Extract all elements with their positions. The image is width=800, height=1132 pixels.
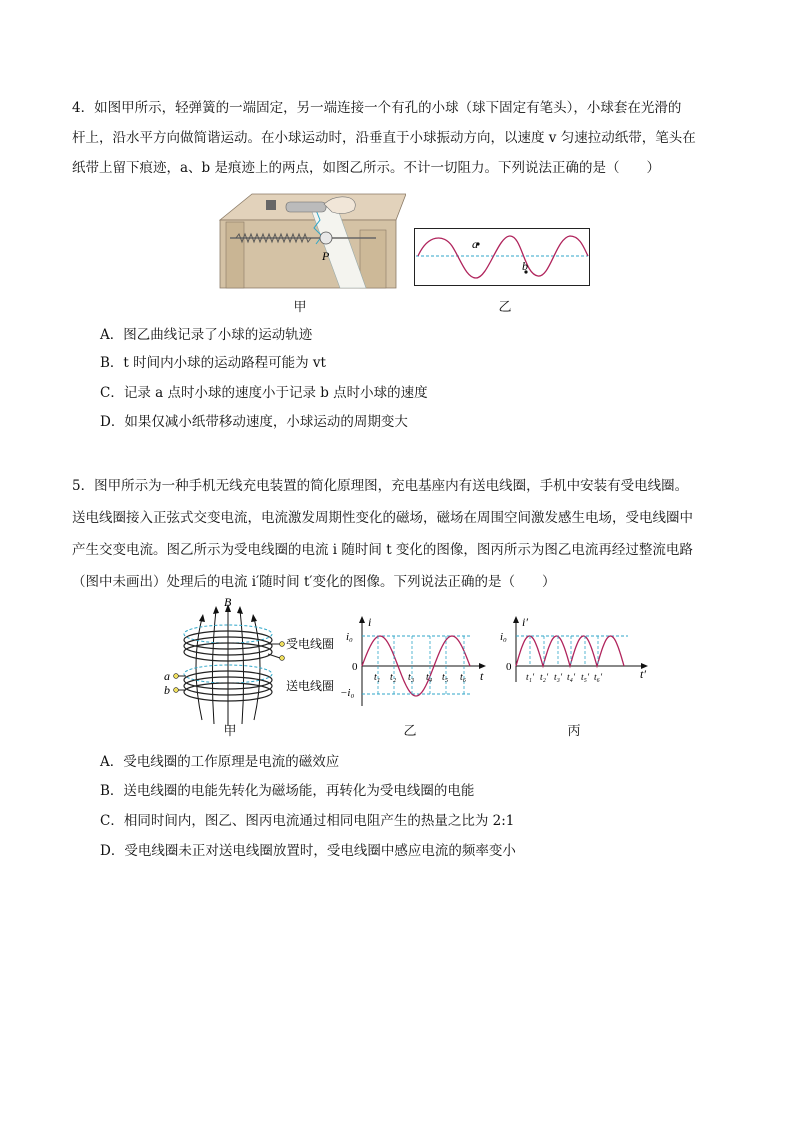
label-send-coil: 送电线圈 (286, 679, 335, 693)
q4-stem-line: 4．如图甲所示，轻弹簧的一端固定，另一端连接一个有孔的小球（球下固定有笔头），小球套在光滑的 (72, 100, 682, 116)
yi-tick-label: t₆ (460, 672, 467, 683)
q4-stem (72, 96, 732, 180)
bing-tick-label: t₃′ (554, 673, 563, 683)
yi-tick-label: t₂ (390, 672, 397, 683)
q4-figure-jia (216, 190, 406, 294)
label-b-field: B (224, 596, 232, 609)
q4-figure-yi (414, 228, 590, 286)
q5-stem-line: 产生交变电流。图乙所示为受电线圈的电流 i 随时间 t 变化的图像，图丙所示为图乙电流再经过整流电路 (72, 542, 693, 558)
yi-neg-peak: −i₀ (340, 687, 355, 699)
yi-y-axis: i (368, 615, 372, 629)
point-p-label: P (322, 249, 330, 263)
q5-option-b: B．送电线圈的电能先转化为磁场能，再转化为受电线圈的电能 (100, 783, 475, 799)
label-receive-coil: 受电线圈 (286, 637, 335, 651)
yi-tick-label: t₃ (408, 672, 415, 683)
q4-option-c: C．记录 a 点时小球的速度小于记录 b 点时小球的速度 (100, 385, 428, 401)
point-a-label: a (472, 237, 478, 251)
q5-stem-line: （图中未画出）处理后的电流 i′随时间 t′变化的图像。下列说法正确的是（ ） (72, 574, 556, 590)
bing-tick-label: t₆′ (594, 673, 603, 683)
q5-option-a: A．受电线圈的工作原理是电流的磁效应 (100, 754, 340, 770)
q5-stem (72, 474, 732, 594)
q5-figure-jia (160, 596, 350, 736)
bing-peak: i₀ (500, 631, 507, 643)
bing-tick-label: t₅′ (581, 673, 590, 683)
q5-caption-bing: 丙 (567, 724, 581, 739)
q5-caption-yi: 乙 (403, 724, 417, 739)
yi-origin: 0 (352, 661, 358, 673)
terminal-b: b (164, 683, 170, 697)
q4-option-a: A．图乙曲线记录了小球的运动轨迹 (100, 327, 313, 343)
bing-tick-label: t₂′ (540, 673, 549, 683)
q5-stem-line: 5．图甲所示为一种手机无线充电装置的简化原理图，充电基座内有送电线圈，手机中安装有受电线圈。 (72, 478, 689, 494)
ball (320, 232, 332, 244)
bing-x-axis: t′ (640, 667, 646, 681)
bing-y-axis: i′ (522, 615, 528, 629)
q5-stem-line: 送电线圈接入正弦式交变电流，电流激发周期性变化的磁场，磁场在周围空间激发感生电场，受电线圈中 (72, 510, 693, 526)
bing-curve (516, 636, 624, 666)
q5-figure-bing (494, 610, 654, 690)
yi-peak: i₀ (346, 631, 353, 643)
yi-tick-label: t₅ (442, 672, 449, 683)
q5-option-c: C．相同时间内，图乙、图丙电流通过相同电阻产生的热量之比为 2:1 (100, 813, 515, 829)
terminal-a: a (164, 669, 170, 683)
q4-caption-jia: 甲 (293, 300, 307, 315)
yi-x-axis: t (480, 669, 484, 683)
q5-figure-yi (340, 610, 490, 710)
bing-tick-label: t₄′ (567, 673, 576, 683)
q5-option-d: D．受电线圈未正对送电线圈放置时，受电线圈中感应电流的频率变小 (100, 843, 516, 859)
q4-stem-line: 杆上，沿水平方向做简谐运动。在小球运动时，沿垂直于小球振动方向，以速度 v 匀速拉动纸带，笔头在 (72, 130, 696, 146)
q4-caption-yi: 乙 (498, 300, 512, 315)
q4-stem-line: 纸带上留下痕迹，a、b 是痕迹上的两点，如图乙所示。不计一切阻力。下列说法正确的是（ ） (72, 160, 660, 176)
q4-option-d: D．如果仅减小纸带移动速度，小球运动的周期变大 (100, 414, 408, 430)
point-b-label: b (522, 259, 528, 273)
yi-tick-label: t₄ (426, 672, 433, 683)
q4-option-b: B．t 时间内小球的运动路程可能为 vt (100, 355, 326, 371)
bing-origin: 0 (506, 661, 512, 673)
bing-tick-label: t₁′ (526, 673, 535, 683)
q5-caption-jia: 甲 (223, 724, 237, 739)
yi-tick-label: t₁ (374, 672, 381, 683)
